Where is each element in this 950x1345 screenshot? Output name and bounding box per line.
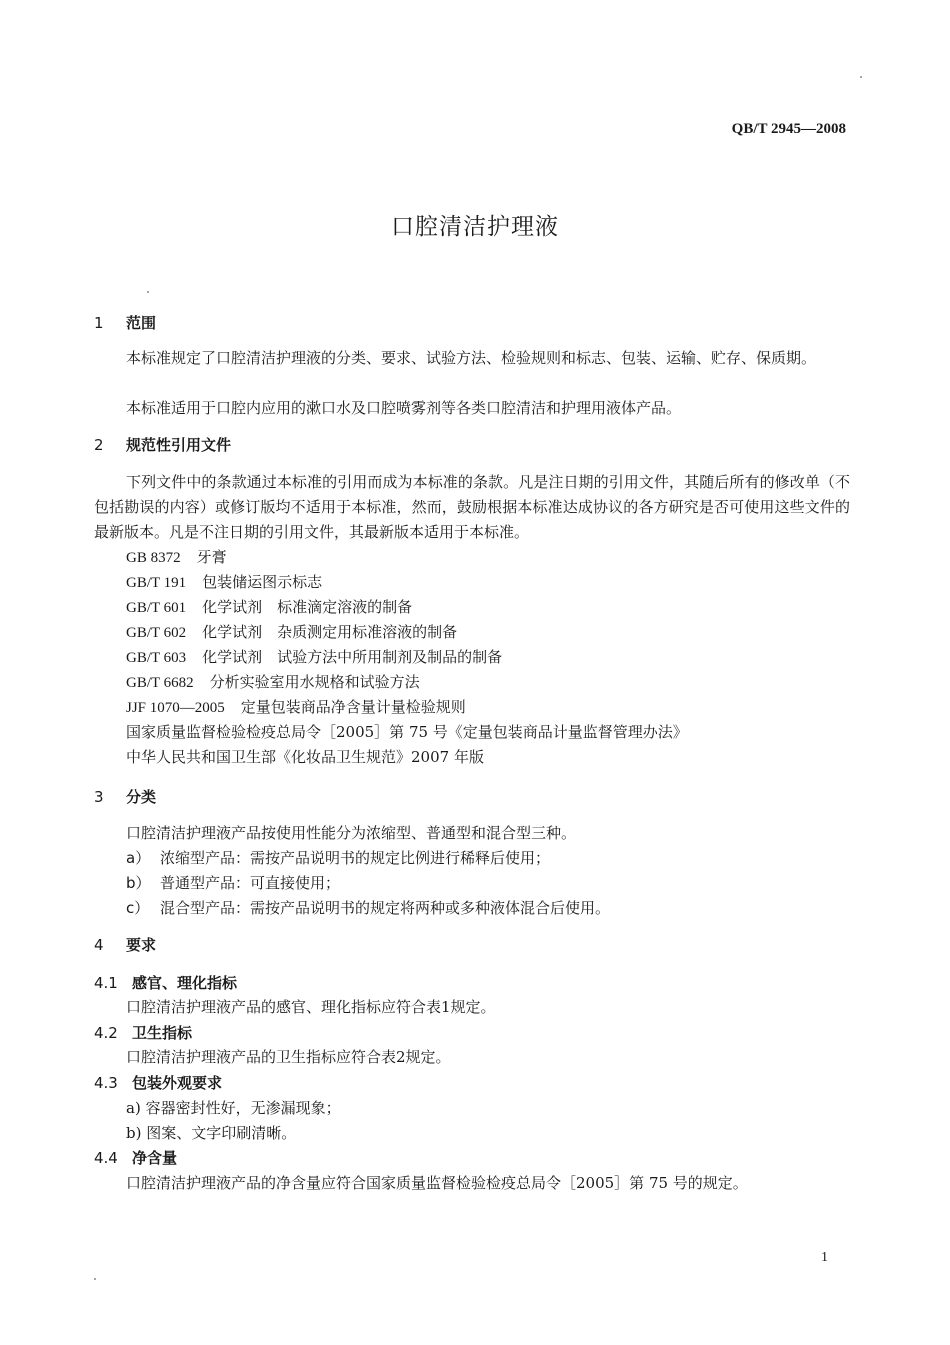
reference-code: GB/T 601 xyxy=(126,600,187,616)
reference-title: 包装储运图示标志 xyxy=(202,573,323,591)
reference-item xyxy=(126,646,502,667)
subsection-4-3-heading xyxy=(94,1072,222,1093)
reference-item xyxy=(126,596,412,617)
list-item xyxy=(126,897,610,918)
reference-title: 牙膏 xyxy=(196,548,227,566)
reference-code: GB/T 191 xyxy=(126,575,187,591)
list-item: b) 图案、文字印刷清晰。 xyxy=(126,1124,297,1142)
reference-item xyxy=(126,621,457,642)
paragraph: 口腔清洁护理液产品按使用性能分为浓缩型、普通型和混合型三种。 xyxy=(126,824,577,842)
section-title: 分类 xyxy=(126,788,157,806)
reference-item xyxy=(126,696,466,717)
subsection-title: 感官、理化指标 xyxy=(132,974,238,992)
subsection-title: 卫生指标 xyxy=(132,1024,193,1042)
subsection-number: 4.1 xyxy=(94,974,118,992)
list-text: 普通型产品：可直接使用； xyxy=(160,874,341,892)
section-title: 要求 xyxy=(126,936,157,954)
section-title: 范围 xyxy=(126,314,157,332)
list-text: 浓缩型产品：需按产品说明书的规定比例进行稀释后使用； xyxy=(160,849,551,867)
reference-item xyxy=(126,571,322,592)
reference-title: 分析实验室用水规格和试验方法 xyxy=(209,673,420,691)
reference-item xyxy=(126,671,420,692)
section-2-heading xyxy=(94,434,231,455)
section-title: 规范性引用文件 xyxy=(126,436,232,454)
reference-item xyxy=(126,546,227,567)
list-item: a) 容器密封性好，无渗漏现象； xyxy=(126,1099,341,1117)
list-marker: c） xyxy=(126,899,150,917)
scan-speck xyxy=(147,291,149,293)
subsection-title: 包装外观要求 xyxy=(132,1074,223,1092)
subsection-number: 4.4 xyxy=(94,1149,118,1167)
reference-item: 中华人民共和国卫生部《化妆品卫生规范》2007 年版 xyxy=(126,748,484,766)
scan-speck xyxy=(94,1278,96,1280)
list-item xyxy=(126,847,550,868)
section-4-heading xyxy=(94,934,156,955)
reference-code: GB 8372 xyxy=(126,550,181,566)
list-marker: b） xyxy=(126,874,151,892)
section-number: 2 xyxy=(94,436,104,454)
paragraph: 本标准适用于口腔内应用的漱口水及口腔喷雾剂等各类口腔清洁和护理用液体产品。 xyxy=(126,399,682,417)
paragraph: 下列文件中的条款通过本标准的引用而成为本标准的条款。凡是注日期的引用文件，其随后所有的修改单（不包括勘误的内容）或修订版均不适用于本标准，然而，鼓励根据本标准达成协议的各方研究是否可使用这些文件的最新版本。凡是不注日期的引用文件，其最新版本适用于本标准。 xyxy=(94,473,850,541)
reference-title: 定量包装商品净含量计量检验规则 xyxy=(240,698,466,716)
section-1-heading xyxy=(94,312,156,333)
subsection-4-2-heading xyxy=(94,1022,192,1043)
reference-code: JJF 1070—2005 xyxy=(126,700,225,716)
section-3-heading xyxy=(94,786,156,807)
scan-speck xyxy=(860,76,862,78)
section-number: 1 xyxy=(94,314,104,332)
subsection-4-1-heading xyxy=(94,972,237,993)
section-number: 4 xyxy=(94,936,104,954)
document-title: 口腔清洁护理液 xyxy=(391,214,559,240)
paragraph: 口腔清洁护理液产品的卫生指标应符合表2规定。 xyxy=(126,1048,451,1066)
page-number: 1 xyxy=(821,1250,828,1265)
reference-code: GB/T 6682 xyxy=(126,675,194,691)
standard-code: QB/T 2945—2008 xyxy=(731,121,846,137)
list-text: 混合型产品：需按产品说明书的规定将两种或多种液体混合后使用。 xyxy=(160,899,611,917)
reference-title: 化学试剂 试验方法中所用制剂及制品的制备 xyxy=(202,648,503,666)
paragraph: 口腔清洁护理液产品的感官、理化指标应符合表1规定。 xyxy=(126,998,496,1016)
section-number: 3 xyxy=(94,788,104,806)
list-marker: a） xyxy=(126,849,151,867)
reference-title: 化学试剂 标准滴定溶液的制备 xyxy=(202,598,413,616)
reference-title: 化学试剂 杂质测定用标准溶液的制备 xyxy=(202,623,458,641)
list-item xyxy=(126,872,340,893)
reference-code: GB/T 603 xyxy=(126,650,187,666)
reference-item: 国家质量监督检验检疫总局令［2005］第 75 号《定量包装商品计量监督管理办法》 xyxy=(126,723,688,741)
paragraph: 本标准规定了口腔清洁护理液的分类、要求、试验方法、检验规则和标志、包装、运输、贮存、保质期。 xyxy=(126,349,817,367)
subsection-number: 4.3 xyxy=(94,1074,118,1092)
paragraph: 口腔清洁护理液产品的净含量应符合国家质量监督检验检疫总局令［2005］第 75 号的规定。 xyxy=(126,1174,748,1192)
subsection-title: 净含量 xyxy=(132,1149,178,1167)
subsection-number: 4.2 xyxy=(94,1024,118,1042)
subsection-4-4-heading xyxy=(94,1147,177,1168)
reference-code: GB/T 602 xyxy=(126,625,187,641)
